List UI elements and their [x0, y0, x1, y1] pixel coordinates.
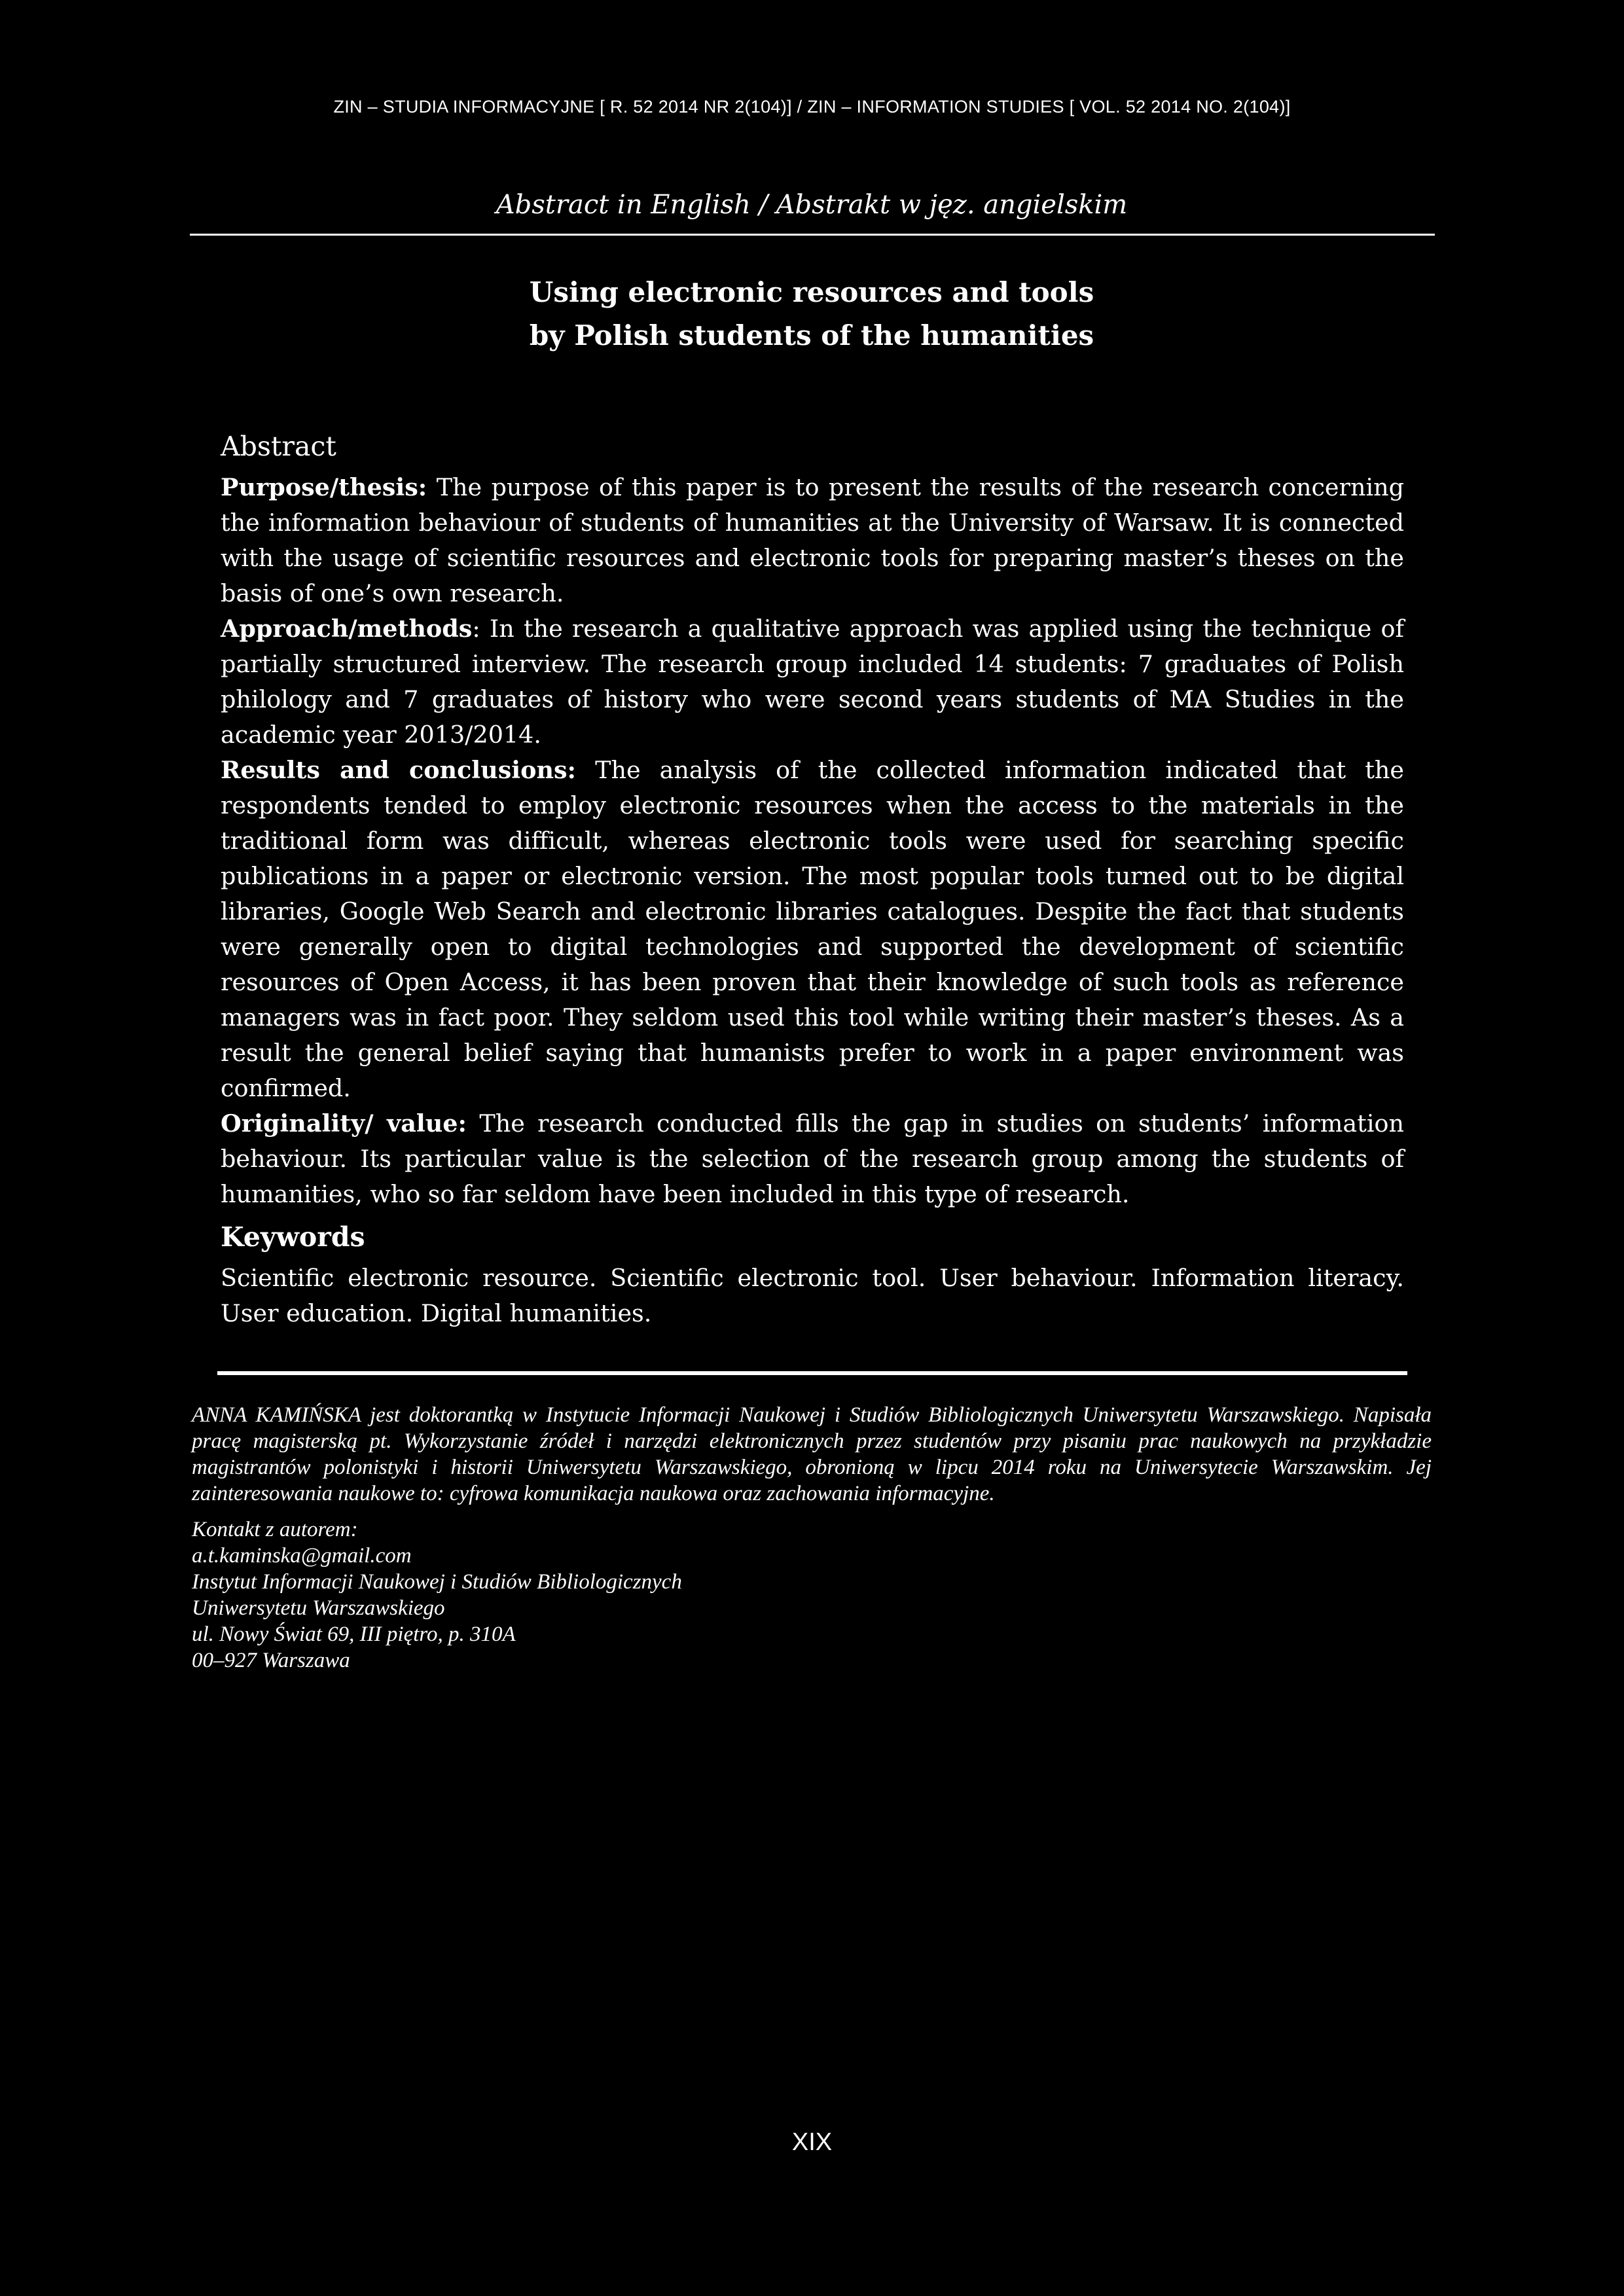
paper-title-line-1: Using electronic resources and tools	[529, 276, 1094, 308]
contact-email[interactable]: a.t.kaminska@gmail.com	[192, 1544, 412, 1568]
contact-city: 00–927 Warszawa	[192, 1649, 350, 1672]
originality-text: The research conducted fills the gap in studies on students’ information behaviour. Its particular value is the selection of the research group among the students of humanities, who so far seldom have been included in this type of research.	[221, 1109, 1405, 1208]
section-label: Abstract in English / Abstrakt w jęz. angielskim	[496, 190, 1128, 220]
keywords-list: Scientific electronic resource. Scientific electronic tool. User behaviour. Information literacy. User education. Digital humanities.	[221, 1264, 1404, 1327]
results-text: The analysis of the collected information indicated that the respondents tended to employ electronic resources when the access to the materials in the traditional form was difficult, whereas electronic tools were used for searching specific publications in a paper or electronic version. The most popular tools turned out to be digital libraries, Google Web Search and electronic libraries catalogues. Despite the fact that students were generally open to digital technologies and supported the development of scientific resources of Open Access, it has been proven that their knowledge of such tools as reference managers was in fact poor. They seldom used this tool while writing their master’s theses. As a result the general belief saying that humanists prefer to work in a paper environment was confirmed.	[221, 756, 1404, 1102]
bottom-divider	[217, 1371, 1407, 1375]
contact-block	[192, 1516, 1432, 1674]
keywords-heading: Keywords	[221, 1221, 365, 1253]
purpose-label: Purpose/thesis:	[221, 473, 427, 501]
contact-institute: Instytut Informacji Naukowej i Studiów Bibliologicznych	[192, 1570, 682, 1594]
originality-paragraph	[221, 1106, 1404, 1212]
results-label: Results and conclusions:	[221, 756, 577, 784]
paper-title-line-2: by Polish students of the humanities	[529, 319, 1094, 351]
contact-university: Uniwersytetu Warszawskiego	[192, 1596, 445, 1620]
running-head: ZIN – STUDIA INFORMACYJNE [ R. 52 2014 NR 2(104)] / ZIN – INFORMATION STUDIES [ VOL. 52 2014 NO. 2(104)]	[333, 97, 1291, 117]
paper-title	[190, 271, 1434, 357]
abstract-heading: Abstract	[221, 431, 336, 462]
abstract-block	[221, 427, 1404, 1331]
author-note: ANNA KAMIŃSKA jest doktorantką w Instytucie Informacji Naukowej i Studiów Bibliologicznych Uniwersytetu Warszawskiego. Napisała pracę magisterską pt. Wykorzystanie źródeł i narzędzi elektronicznych przez studentów przy pisaniu prac naukowych na przykładzie magistrantów polonistyki i historii Uniwersytetu Warszawskiego, obronioną w lipcu 2014 roku na Uniwersytecie Warszawskim. Jej zainteresowania naukowe to: cyfrowa komunikacja naukowa oraz zachowania informacyjne.	[192, 1403, 1432, 1505]
top-divider	[190, 234, 1435, 236]
originality-label: Originality/ value:	[221, 1109, 467, 1138]
approach-label: Approach/methods	[221, 615, 473, 643]
contact-label: Kontakt z autorem:	[192, 1518, 358, 1541]
approach-paragraph	[221, 611, 1404, 753]
contact-street: ul. Nowy Świat 69, III piętro, p. 310A	[192, 1623, 516, 1646]
results-paragraph	[221, 753, 1404, 1106]
purpose-paragraph	[221, 470, 1404, 611]
purpose-text: The purpose of this paper is to present the results of the research concerning the information behaviour of students of humanities at the University of Warsaw. It is connected with the usage of scientific resources and electronic tools for preparing master’s theses on the basis of one’s own research.	[221, 473, 1404, 607]
page-number: XIX	[791, 2128, 833, 2156]
approach-text: : In the research a qualitative approach was applied using the technique of partially structured interview. The research group included 14 students: 7 graduates of Polish philology and 7 graduates of history who were second years students of MA Studies in the academic year 2013/2014.	[221, 615, 1404, 749]
